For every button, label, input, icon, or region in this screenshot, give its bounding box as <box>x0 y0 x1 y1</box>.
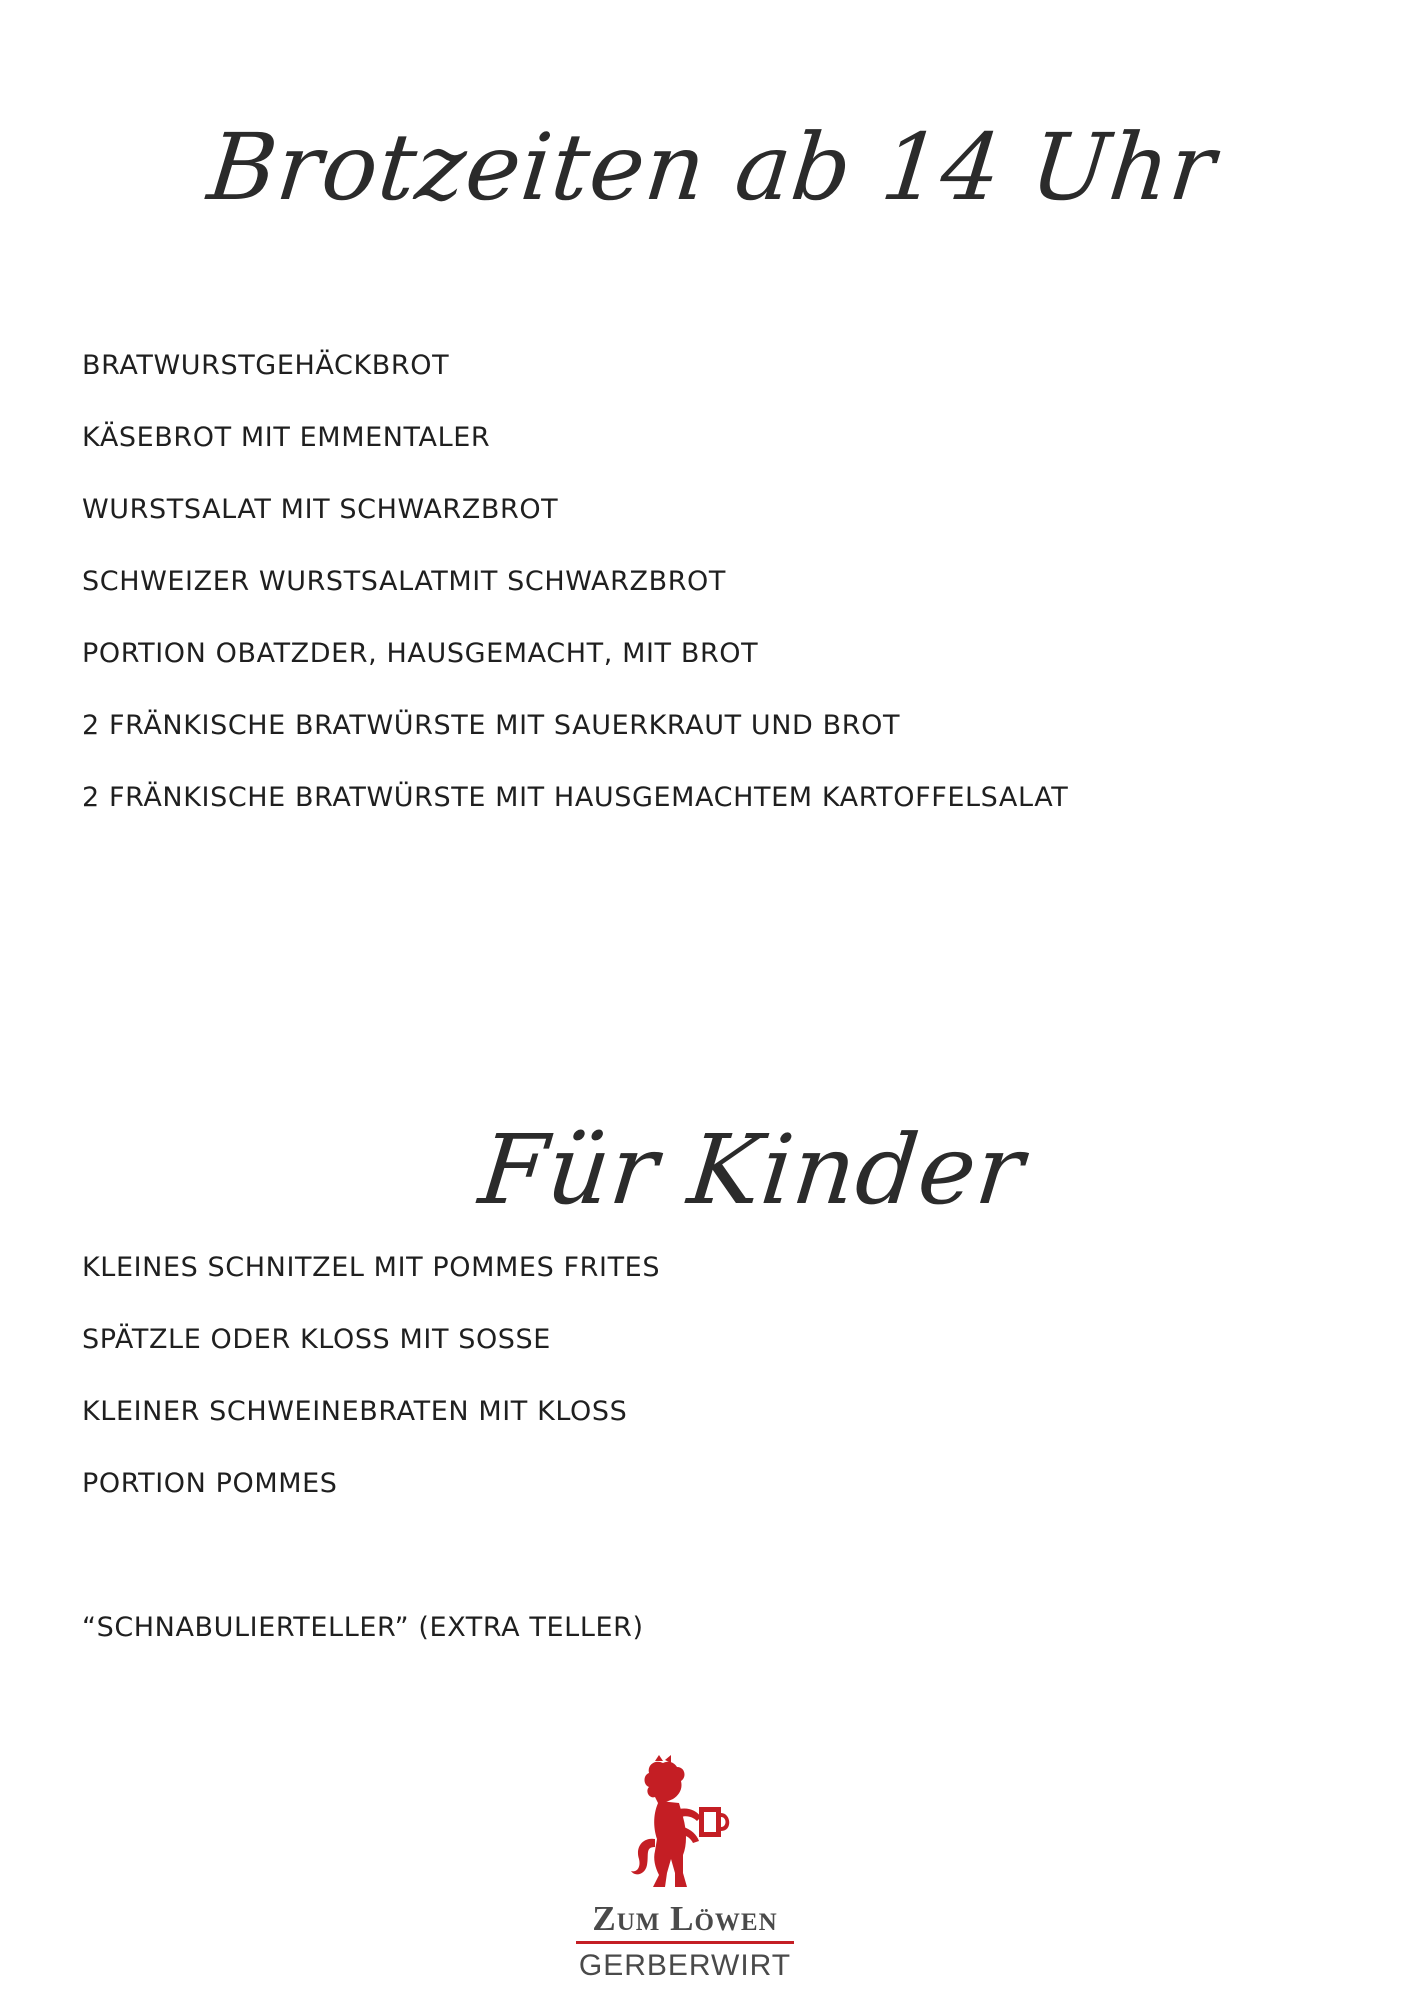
logo-divider <box>576 1941 794 1944</box>
menu-item: PORTION OBATZDER, HAUSGEMACHT, MIT BROT <box>82 638 759 669</box>
restaurant-logo <box>570 1755 800 1984</box>
kinder-menu-list <box>82 1250 660 1538</box>
brotzeiten-title: Brotzeiten ab 14 Uhr <box>203 114 1221 221</box>
menu-item: PORTION POMMES <box>82 1468 338 1499</box>
menu-item: BRATWURSTGEHÄCKBROT <box>82 350 450 381</box>
menu-item: KLEINES SCHNITZEL MIT POMMES FRITES <box>82 1252 661 1283</box>
brotzeiten-menu-list <box>82 348 1068 852</box>
lion-icon <box>625 1755 745 1895</box>
menu-item: SPÄTZLE ODER KLOSS MIT SOSSE <box>82 1324 551 1355</box>
menu-item: KLEINER SCHWEINEBRATEN MIT KLOSS <box>82 1396 628 1427</box>
menu-item: 2 FRÄNKISCHE BRATWÜRSTE MIT HAUSGEMACHTEM KARTOFFELSALAT <box>82 782 1069 813</box>
menu-item: 2 FRÄNKISCHE BRATWÜRSTE MIT SAUERKRAUT UND BROT <box>82 710 901 741</box>
extra-plate-item: “SCHNABULIERTELLER” (EXTRA TELLER) <box>82 1612 644 1643</box>
kinder-title: Für Kinder <box>474 1114 1030 1226</box>
menu-item: KÄSEBROT MIT EMMENTALER <box>82 422 491 453</box>
logo-subtitle: GERBERWIRT <box>578 1949 792 1982</box>
menu-item: WURSTSALAT MIT SCHWARZBROT <box>82 494 559 525</box>
menu-item: SCHWEIZER WURSTSALATMIT SCHWARZBROT <box>82 566 727 597</box>
logo-name: Zum Löwen <box>592 1899 778 1938</box>
